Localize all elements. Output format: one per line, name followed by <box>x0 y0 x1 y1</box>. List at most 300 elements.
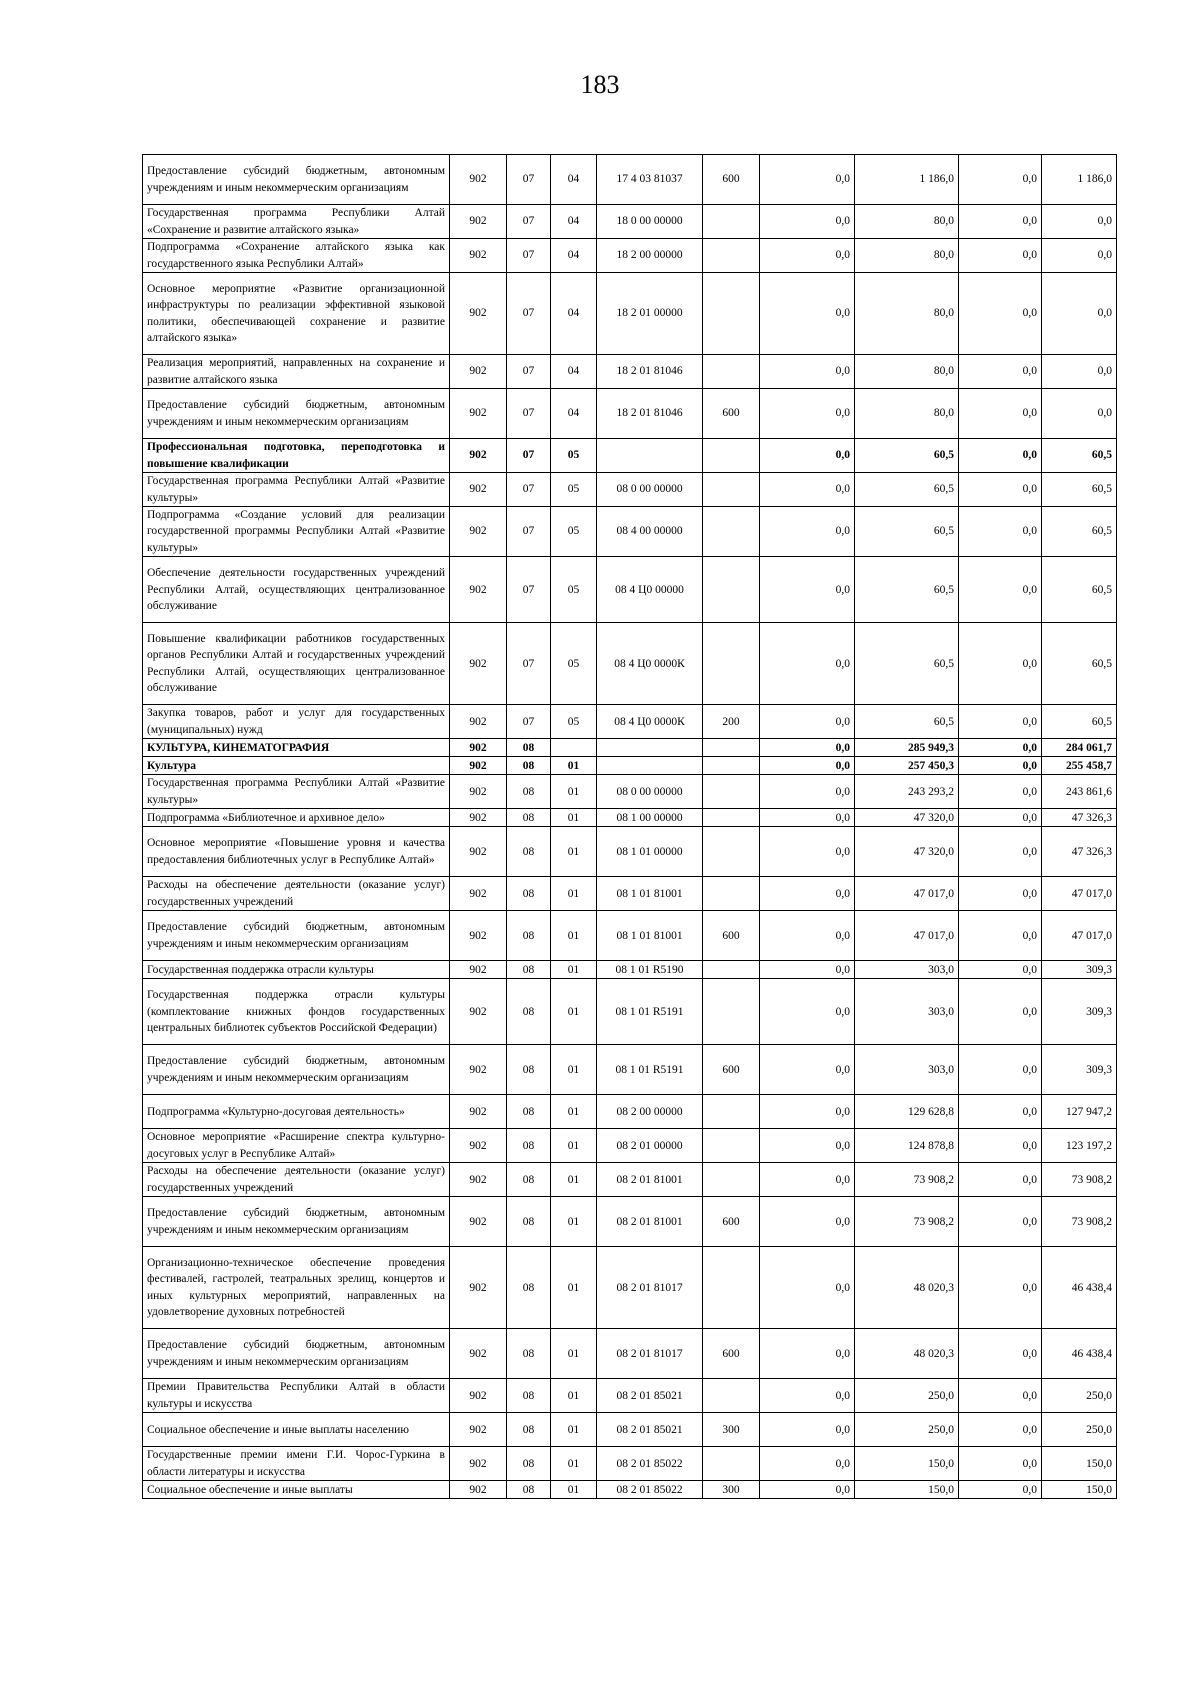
row-subsection-code: 01 <box>551 1447 597 1481</box>
row-value-2: 250,0 <box>855 1379 959 1413</box>
row-name: Предоставление субсидий бюджетным, автономным учреждениям и иным некоммерческим организациям <box>143 155 450 205</box>
row-target-article: 18 2 01 81046 <box>597 355 703 389</box>
row-ministry-code: 902 <box>450 1379 507 1413</box>
page-number: 183 <box>580 70 620 99</box>
row-value-4: 46 438,4 <box>1042 1247 1117 1329</box>
row-section-code: 08 <box>507 1329 551 1379</box>
row-value-4: 73 908,2 <box>1042 1163 1117 1197</box>
row-ministry-code: 902 <box>450 507 507 557</box>
row-name: Государственная поддержка отрасли культуры (комплектование книжных фондов государственных центральных библиотек субъектов Российской Федерации) <box>143 979 450 1045</box>
row-value-3: 0,0 <box>959 1163 1042 1197</box>
row-section-code: 08 <box>507 739 551 757</box>
row-section-code: 07 <box>507 439 551 473</box>
row-ministry-code: 902 <box>450 1247 507 1329</box>
row-expense-type <box>703 239 760 273</box>
row-value-3: 0,0 <box>959 623 1042 705</box>
table-row <box>143 757 1117 775</box>
row-value-2: 80,0 <box>855 239 959 273</box>
row-value-4: 47 017,0 <box>1042 911 1117 961</box>
row-value-2: 150,0 <box>855 1447 959 1481</box>
table-row <box>143 1447 1117 1481</box>
row-ministry-code: 902 <box>450 1045 507 1095</box>
row-ministry-code: 902 <box>450 775 507 809</box>
row-expense-type: 300 <box>703 1481 760 1499</box>
row-value-4: 0,0 <box>1042 239 1117 273</box>
row-ministry-code: 902 <box>450 1163 507 1197</box>
row-value-4: 0,0 <box>1042 273 1117 355</box>
row-value-2: 47 320,0 <box>855 809 959 827</box>
row-subsection-code: 01 <box>551 961 597 979</box>
row-value-2: 303,0 <box>855 979 959 1045</box>
row-subsection-code: 01 <box>551 1379 597 1413</box>
table-row <box>143 1329 1117 1379</box>
table-row <box>143 1197 1117 1247</box>
row-ministry-code: 902 <box>450 705 507 739</box>
row-value-1: 0,0 <box>760 1447 855 1481</box>
row-expense-type: 300 <box>703 1413 760 1447</box>
row-expense-type <box>703 1447 760 1481</box>
row-value-2: 60,5 <box>855 623 959 705</box>
row-target-article: 08 2 00 00000 <box>597 1095 703 1129</box>
row-section-code: 08 <box>507 1379 551 1413</box>
row-ministry-code: 902 <box>450 205 507 239</box>
row-target-article: 08 2 01 81017 <box>597 1329 703 1379</box>
row-expense-type <box>703 473 760 507</box>
row-section-code: 08 <box>507 775 551 809</box>
row-target-article: 08 2 01 00000 <box>597 1129 703 1163</box>
row-value-3: 0,0 <box>959 739 1042 757</box>
row-subsection-code: 05 <box>551 507 597 557</box>
row-name: Подпрограмма «Создание условий для реализации государственной программы Республики Алтай «Развитие культуры» <box>143 507 450 557</box>
row-section-code: 07 <box>507 705 551 739</box>
row-target-article: 08 4 00 00000 <box>597 507 703 557</box>
row-section-code: 08 <box>507 877 551 911</box>
row-value-1: 0,0 <box>760 1129 855 1163</box>
row-value-1: 0,0 <box>760 623 855 705</box>
row-target-article: 08 2 01 85021 <box>597 1413 703 1447</box>
row-value-4: 150,0 <box>1042 1447 1117 1481</box>
row-expense-type <box>703 877 760 911</box>
row-subsection-code: 01 <box>551 1197 597 1247</box>
row-value-4: 46 438,4 <box>1042 1329 1117 1379</box>
row-name: Государственная программа Республики Алтай «Развитие культуры» <box>143 775 450 809</box>
table-row <box>143 1247 1117 1329</box>
table-row <box>143 1413 1117 1447</box>
row-value-2: 243 293,2 <box>855 775 959 809</box>
row-value-2: 303,0 <box>855 961 959 979</box>
row-value-3: 0,0 <box>959 355 1042 389</box>
row-value-3: 0,0 <box>959 961 1042 979</box>
row-value-3: 0,0 <box>959 1247 1042 1329</box>
row-value-2: 124 878,8 <box>855 1129 959 1163</box>
row-expense-type <box>703 961 760 979</box>
row-value-4: 0,0 <box>1042 355 1117 389</box>
row-value-2: 285 949,3 <box>855 739 959 757</box>
row-target-article: 08 2 01 85021 <box>597 1379 703 1413</box>
row-ministry-code: 902 <box>450 1329 507 1379</box>
row-value-1: 0,0 <box>760 1095 855 1129</box>
row-subsection-code: 01 <box>551 775 597 809</box>
row-target-article: 18 2 00 00000 <box>597 239 703 273</box>
row-value-1: 0,0 <box>760 205 855 239</box>
row-value-4: 47 017,0 <box>1042 877 1117 911</box>
table-row <box>143 979 1117 1045</box>
row-name: Предоставление субсидий бюджетным, автономным учреждениям и иным некоммерческим организациям <box>143 911 450 961</box>
row-expense-type <box>703 1379 760 1413</box>
row-value-4: 127 947,2 <box>1042 1095 1117 1129</box>
row-value-1: 0,0 <box>760 1247 855 1329</box>
row-value-3: 0,0 <box>959 1481 1042 1499</box>
row-value-2: 47 017,0 <box>855 911 959 961</box>
row-value-4: 123 197,2 <box>1042 1129 1117 1163</box>
table-row <box>143 775 1117 809</box>
row-target-article <box>597 439 703 473</box>
row-value-4: 243 861,6 <box>1042 775 1117 809</box>
row-section-code: 07 <box>507 273 551 355</box>
table-row <box>143 355 1117 389</box>
row-value-3: 0,0 <box>959 439 1042 473</box>
row-value-1: 0,0 <box>760 1413 855 1447</box>
table-body <box>143 155 1117 1499</box>
row-value-2: 150,0 <box>855 1481 959 1499</box>
row-value-1: 0,0 <box>760 961 855 979</box>
row-name: Обеспечение деятельности государственных учреждений Республики Алтай, осуществляющих централизованное обслуживание <box>143 557 450 623</box>
row-name: Предоставление субсидий бюджетным, автономным учреждениям и иным некоммерческим организациям <box>143 1197 450 1247</box>
row-value-2: 60,5 <box>855 557 959 623</box>
row-value-4: 309,3 <box>1042 961 1117 979</box>
row-target-article: 08 1 01 00000 <box>597 827 703 877</box>
row-name: Государственная программа Республики Алтай «Сохранение и развитие алтайского языка» <box>143 205 450 239</box>
row-ministry-code: 902 <box>450 473 507 507</box>
row-value-4: 309,3 <box>1042 1045 1117 1095</box>
row-value-4: 60,5 <box>1042 473 1117 507</box>
row-target-article: 08 2 01 85022 <box>597 1481 703 1499</box>
row-name: Подпрограмма «Библиотечное и архивное дело» <box>143 809 450 827</box>
row-value-2: 80,0 <box>855 273 959 355</box>
row-expense-type <box>703 809 760 827</box>
row-subsection-code <box>551 739 597 757</box>
row-section-code: 08 <box>507 1247 551 1329</box>
row-value-2: 48 020,3 <box>855 1329 959 1379</box>
row-section-code: 07 <box>507 623 551 705</box>
row-expense-type <box>703 439 760 473</box>
row-value-4: 1 186,0 <box>1042 155 1117 205</box>
row-target-article: 08 1 01 R5191 <box>597 1045 703 1095</box>
row-name: Предоставление субсидий бюджетным, автономным учреждениям и иным некоммерческим организациям <box>143 389 450 439</box>
row-value-4: 0,0 <box>1042 389 1117 439</box>
row-section-code: 08 <box>507 1413 551 1447</box>
row-ministry-code: 902 <box>450 757 507 775</box>
row-value-3: 0,0 <box>959 911 1042 961</box>
row-value-1: 0,0 <box>760 473 855 507</box>
row-subsection-code: 01 <box>551 979 597 1045</box>
row-ministry-code: 902 <box>450 1447 507 1481</box>
row-ministry-code: 902 <box>450 961 507 979</box>
row-name: Основное мероприятие «Расширение спектра культурно-досуговых услуг в Республике Алтай» <box>143 1129 450 1163</box>
row-target-article <box>597 739 703 757</box>
row-subsection-code: 01 <box>551 809 597 827</box>
row-expense-type <box>703 623 760 705</box>
row-section-code: 08 <box>507 1129 551 1163</box>
row-ministry-code: 902 <box>450 1481 507 1499</box>
row-value-1: 0,0 <box>760 439 855 473</box>
row-value-4: 255 458,7 <box>1042 757 1117 775</box>
row-value-3: 0,0 <box>959 1095 1042 1129</box>
row-section-code: 08 <box>507 1197 551 1247</box>
row-value-4: 150,0 <box>1042 1481 1117 1499</box>
row-section-code: 08 <box>507 979 551 1045</box>
row-section-code: 07 <box>507 507 551 557</box>
row-value-4: 60,5 <box>1042 557 1117 623</box>
row-target-article: 08 0 00 00000 <box>597 473 703 507</box>
row-section-code: 08 <box>507 757 551 775</box>
row-name: Закупка товаров, работ и услуг для государственных (муниципальных) нужд <box>143 705 450 739</box>
row-value-2: 80,0 <box>855 355 959 389</box>
row-target-article: 17 4 03 81037 <box>597 155 703 205</box>
row-value-4: 60,5 <box>1042 439 1117 473</box>
row-target-article <box>597 757 703 775</box>
row-value-2: 60,5 <box>855 473 959 507</box>
row-target-article: 18 2 01 00000 <box>597 273 703 355</box>
row-value-3: 0,0 <box>959 827 1042 877</box>
row-ministry-code: 902 <box>450 1197 507 1247</box>
row-name: Подпрограмма «Сохранение алтайского языка как государственного языка Республики Алтай» <box>143 239 450 273</box>
row-ministry-code: 902 <box>450 389 507 439</box>
row-value-4: 309,3 <box>1042 979 1117 1045</box>
row-name: Подпрограмма «Культурно-досуговая деятельность» <box>143 1095 450 1129</box>
row-value-3: 0,0 <box>959 809 1042 827</box>
row-name: Повышение квалификации работников государственных органов Республики Алтай и государственных учреждений Республики Алтай, осуществляющих централизованное обслуживание <box>143 623 450 705</box>
row-expense-type <box>703 355 760 389</box>
row-name: Основное мероприятие «Развитие организационной инфраструктуры по реализации эффективной языковой политики, обеспечивающей сохранение и развитие алтайского языка» <box>143 273 450 355</box>
row-name: Культура <box>143 757 450 775</box>
row-subsection-code: 05 <box>551 623 597 705</box>
row-ministry-code: 902 <box>450 155 507 205</box>
row-target-article: 08 1 01 81001 <box>597 877 703 911</box>
table-row <box>143 809 1117 827</box>
row-expense-type <box>703 739 760 757</box>
row-section-code: 07 <box>507 155 551 205</box>
table-row <box>143 439 1117 473</box>
row-subsection-code: 01 <box>551 1247 597 1329</box>
row-value-4: 60,5 <box>1042 705 1117 739</box>
row-name: Государственная программа Республики Алтай «Развитие культуры» <box>143 473 450 507</box>
row-value-3: 0,0 <box>959 155 1042 205</box>
row-expense-type: 600 <box>703 389 760 439</box>
row-value-3: 0,0 <box>959 705 1042 739</box>
row-value-2: 60,5 <box>855 705 959 739</box>
row-value-1: 0,0 <box>760 239 855 273</box>
row-expense-type <box>703 979 760 1045</box>
table-row <box>143 155 1117 205</box>
row-subsection-code: 01 <box>551 1413 597 1447</box>
row-value-1: 0,0 <box>760 1163 855 1197</box>
row-subsection-code: 05 <box>551 557 597 623</box>
row-value-1: 0,0 <box>760 1379 855 1413</box>
row-target-article: 08 2 01 81001 <box>597 1197 703 1247</box>
row-ministry-code: 902 <box>450 809 507 827</box>
row-ministry-code: 902 <box>450 827 507 877</box>
row-value-1: 0,0 <box>760 273 855 355</box>
row-expense-type: 200 <box>703 705 760 739</box>
row-section-code: 08 <box>507 961 551 979</box>
row-section-code: 08 <box>507 1447 551 1481</box>
row-value-1: 0,0 <box>760 355 855 389</box>
row-name: Социальное обеспечение и иные выплаты <box>143 1481 450 1499</box>
row-target-article: 08 4 Ц0 0000К <box>597 623 703 705</box>
table-row <box>143 1095 1117 1129</box>
row-section-code: 07 <box>507 473 551 507</box>
row-ministry-code: 902 <box>450 1413 507 1447</box>
row-value-1: 0,0 <box>760 911 855 961</box>
row-value-1: 0,0 <box>760 775 855 809</box>
row-value-1: 0,0 <box>760 389 855 439</box>
row-value-1: 0,0 <box>760 757 855 775</box>
row-ministry-code: 902 <box>450 1095 507 1129</box>
row-value-1: 0,0 <box>760 1045 855 1095</box>
row-value-1: 0,0 <box>760 557 855 623</box>
row-subsection-code: 05 <box>551 473 597 507</box>
row-value-2: 73 908,2 <box>855 1197 959 1247</box>
row-section-code: 08 <box>507 1163 551 1197</box>
row-section-code: 08 <box>507 911 551 961</box>
row-value-4: 60,5 <box>1042 507 1117 557</box>
row-value-2: 47 017,0 <box>855 877 959 911</box>
row-name: Расходы на обеспечение деятельности (оказание услуг) государственных учреждений <box>143 877 450 911</box>
row-value-1: 0,0 <box>760 155 855 205</box>
row-expense-type <box>703 757 760 775</box>
table-row <box>143 705 1117 739</box>
row-expense-type: 600 <box>703 911 760 961</box>
row-value-4: 250,0 <box>1042 1379 1117 1413</box>
table-row <box>143 877 1117 911</box>
row-target-article: 08 4 Ц0 00000 <box>597 557 703 623</box>
row-value-2: 73 908,2 <box>855 1163 959 1197</box>
row-value-2: 80,0 <box>855 205 959 239</box>
row-ministry-code: 902 <box>450 239 507 273</box>
row-value-3: 0,0 <box>959 1413 1042 1447</box>
row-value-2: 129 628,8 <box>855 1095 959 1129</box>
row-expense-type <box>703 775 760 809</box>
row-ministry-code: 902 <box>450 439 507 473</box>
row-name: Реализация мероприятий, направленных на сохранение и развитие алтайского языка <box>143 355 450 389</box>
row-section-code: 07 <box>507 239 551 273</box>
row-ministry-code: 902 <box>450 979 507 1045</box>
row-target-article: 08 4 Ц0 0000К <box>597 705 703 739</box>
row-value-3: 0,0 <box>959 757 1042 775</box>
row-name: Социальное обеспечение и иные выплаты населению <box>143 1413 450 1447</box>
row-section-code: 07 <box>507 389 551 439</box>
row-value-3: 0,0 <box>959 557 1042 623</box>
row-value-3: 0,0 <box>959 775 1042 809</box>
row-value-3: 0,0 <box>959 1197 1042 1247</box>
row-name: Организационно-техническое обеспечение проведения фестивалей, гастролей, театральных зрелищ, концертов и иных культурных мероприятий, направленных на удовлетворение духовных потребностей <box>143 1247 450 1329</box>
row-name: Государственная поддержка отрасли культуры <box>143 961 450 979</box>
table-row <box>143 739 1117 757</box>
row-expense-type: 600 <box>703 1045 760 1095</box>
row-value-4: 284 061,7 <box>1042 739 1117 757</box>
row-name: Премии Правительства Республики Алтай в области культуры и искусства <box>143 1379 450 1413</box>
table-row <box>143 1379 1117 1413</box>
table-row <box>143 1163 1117 1197</box>
table-row <box>143 473 1117 507</box>
row-value-4: 47 326,3 <box>1042 827 1117 877</box>
row-expense-type <box>703 1247 760 1329</box>
row-expense-type <box>703 205 760 239</box>
row-value-2: 80,0 <box>855 389 959 439</box>
row-expense-type <box>703 273 760 355</box>
row-expense-type: 600 <box>703 155 760 205</box>
row-expense-type <box>703 557 760 623</box>
row-expense-type <box>703 1129 760 1163</box>
row-value-4: 250,0 <box>1042 1413 1117 1447</box>
row-value-1: 0,0 <box>760 1329 855 1379</box>
row-section-code: 07 <box>507 355 551 389</box>
row-value-3: 0,0 <box>959 273 1042 355</box>
row-section-code: 08 <box>507 1095 551 1129</box>
table-row <box>143 911 1117 961</box>
row-subsection-code: 04 <box>551 205 597 239</box>
row-name: Предоставление субсидий бюджетным, автономным учреждениям и иным некоммерческим организациям <box>143 1329 450 1379</box>
row-value-2: 257 450,3 <box>855 757 959 775</box>
row-ministry-code: 902 <box>450 623 507 705</box>
row-subsection-code: 01 <box>551 827 597 877</box>
table-row <box>143 1045 1117 1095</box>
row-subsection-code: 01 <box>551 1163 597 1197</box>
row-subsection-code: 01 <box>551 1129 597 1163</box>
row-name: Основное мероприятие «Повышение уровня и качества предоставления библиотечных услуг в Республике Алтай» <box>143 827 450 877</box>
row-value-3: 0,0 <box>959 1329 1042 1379</box>
row-expense-type <box>703 1095 760 1129</box>
row-subsection-code: 04 <box>551 273 597 355</box>
row-value-1: 0,0 <box>760 1197 855 1247</box>
row-subsection-code: 05 <box>551 439 597 473</box>
row-value-3: 0,0 <box>959 507 1042 557</box>
table-row <box>143 557 1117 623</box>
row-value-1: 0,0 <box>760 507 855 557</box>
row-name: Государственные премии имени Г.И. Чорос-Гуркина в области литературы и искусства <box>143 1447 450 1481</box>
table-row <box>143 1129 1117 1163</box>
row-ministry-code: 902 <box>450 739 507 757</box>
row-expense-type: 600 <box>703 1197 760 1247</box>
row-section-code: 08 <box>507 1481 551 1499</box>
row-section-code: 07 <box>507 205 551 239</box>
row-value-1: 0,0 <box>760 1481 855 1499</box>
budget-table <box>142 154 1117 1499</box>
row-value-3: 0,0 <box>959 1129 1042 1163</box>
row-value-2: 60,5 <box>855 507 959 557</box>
row-value-2: 48 020,3 <box>855 1247 959 1329</box>
row-ministry-code: 902 <box>450 273 507 355</box>
row-target-article: 08 0 00 00000 <box>597 775 703 809</box>
row-subsection-code: 04 <box>551 355 597 389</box>
row-value-2: 303,0 <box>855 1045 959 1095</box>
row-subsection-code: 04 <box>551 155 597 205</box>
row-subsection-code: 04 <box>551 389 597 439</box>
row-value-3: 0,0 <box>959 877 1042 911</box>
table-row <box>143 1481 1117 1499</box>
row-value-2: 1 186,0 <box>855 155 959 205</box>
row-subsection-code: 01 <box>551 757 597 775</box>
row-subsection-code: 01 <box>551 1329 597 1379</box>
table-row <box>143 827 1117 877</box>
row-subsection-code: 01 <box>551 1481 597 1499</box>
row-value-4: 0,0 <box>1042 205 1117 239</box>
row-name: Предоставление субсидий бюджетным, автономным учреждениям и иным некоммерческим организациям <box>143 1045 450 1095</box>
row-ministry-code: 902 <box>450 355 507 389</box>
table-row <box>143 623 1117 705</box>
row-value-3: 0,0 <box>959 1379 1042 1413</box>
